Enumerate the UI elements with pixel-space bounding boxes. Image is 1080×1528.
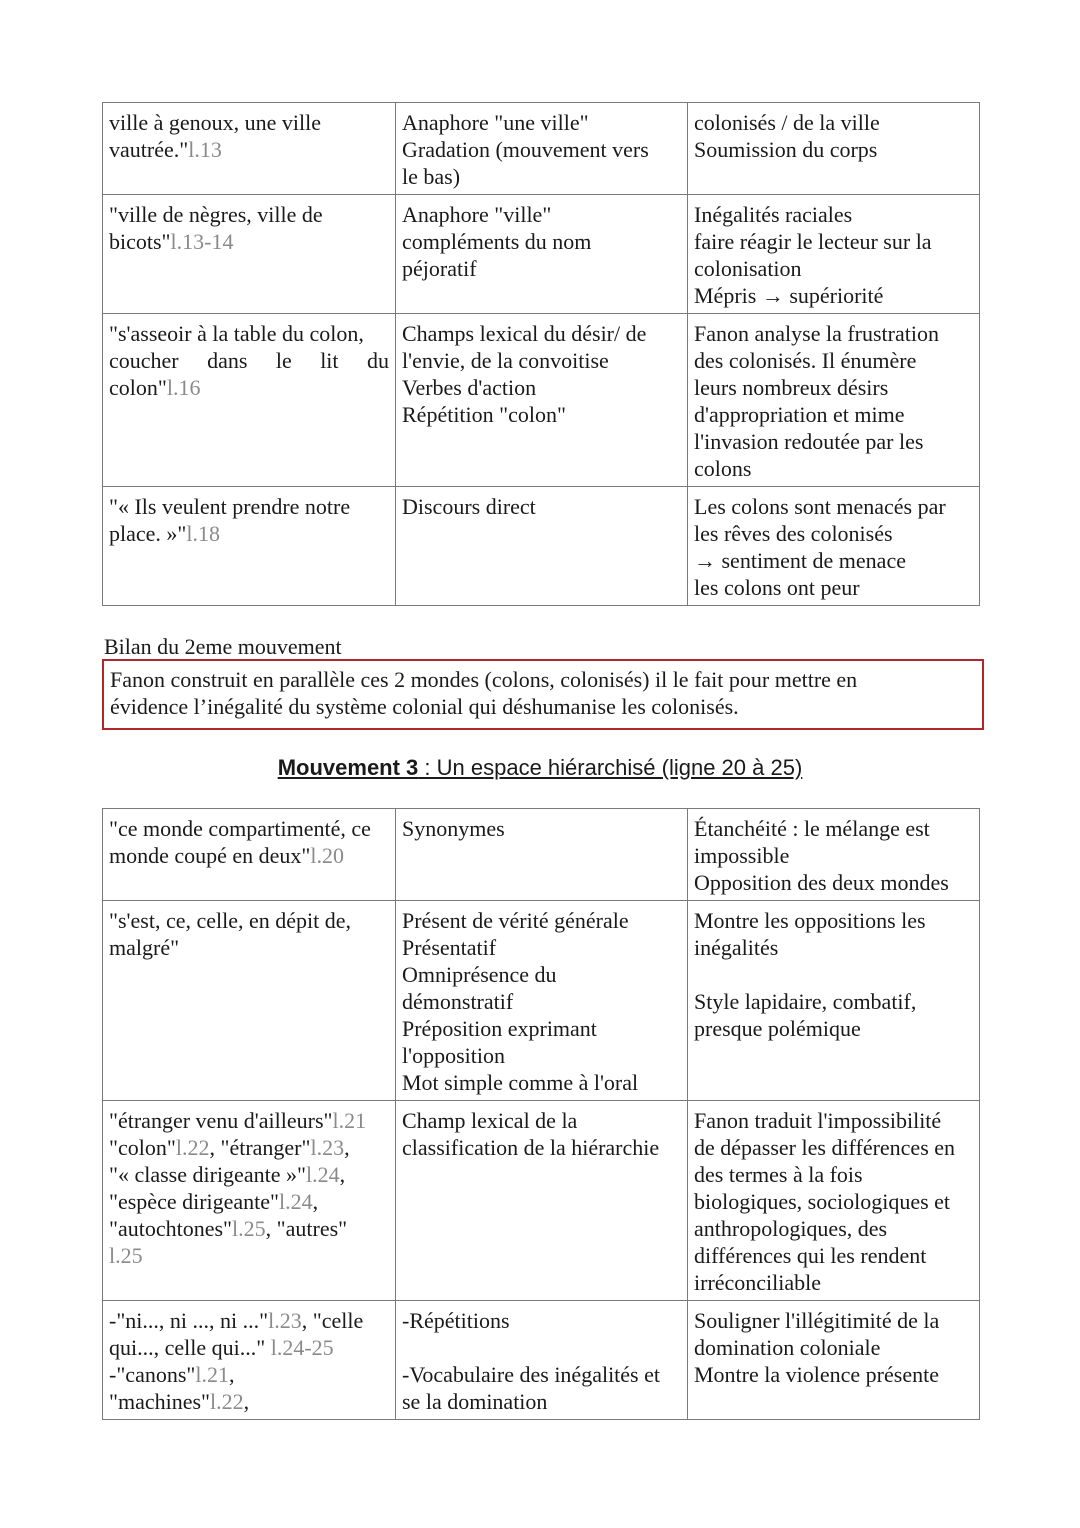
cell-line: se la domination: [402, 1389, 548, 1414]
cell-line: anthropologiques, des: [694, 1216, 888, 1241]
cell-line: leurs nombreux désirs: [694, 375, 889, 400]
line-reference: l.24: [279, 1189, 313, 1214]
cell-line: des termes à la fois: [694, 1162, 863, 1187]
table-row: [103, 487, 980, 606]
cell-line: démonstratif: [402, 989, 514, 1014]
cell-line: Fanon traduit l'impossibilité: [694, 1108, 942, 1133]
cell-line: -"canons"l.21,: [109, 1362, 235, 1387]
interpretation-cell: [688, 901, 980, 1101]
movement-3-heading-rest: : Un espace hiérarchisé (ligne 20 à 25): [418, 755, 803, 780]
interpretation-cell: [688, 1301, 980, 1420]
interpretation-cell: [688, 103, 980, 195]
table-row: [103, 901, 980, 1101]
cell-line: impossible: [694, 843, 790, 868]
cell-line: Préposition exprimant: [402, 1016, 597, 1041]
cell-line: presque polémique: [694, 1016, 861, 1041]
cell-line: "« Ils veulent prendre notre: [109, 494, 351, 519]
cell-line: compléments du nom: [402, 229, 592, 254]
cell-line: "machines"l.22,: [109, 1389, 250, 1414]
movement-3-heading-bold: Mouvement 3: [277, 755, 419, 780]
cell-line: irréconciliable: [694, 1270, 822, 1295]
cell-line: vautrée."l.13: [109, 137, 222, 162]
cell-line: Anaphore "une ville": [402, 110, 589, 135]
device-cell: [396, 195, 688, 314]
cell-line: inégalités: [694, 935, 779, 960]
quote-cell: [103, 901, 396, 1101]
quote-cell: [103, 314, 396, 487]
cell-line: ville à genoux, une ville: [109, 110, 321, 135]
cell-line: Verbes d'action: [402, 375, 537, 400]
device-cell: [396, 487, 688, 606]
device-cell: [396, 103, 688, 195]
cell-line: "étranger venu d'ailleurs"l.21: [109, 1108, 367, 1133]
cell-line: des colonisés. Il énumère: [694, 348, 917, 373]
line-reference: l.16: [166, 375, 201, 400]
cell-line: faire réagir le lecteur sur la: [694, 229, 932, 254]
cell-line: "« classe dirigeante »"l.24,: [109, 1162, 346, 1187]
cell-line: -Répétitions: [402, 1308, 510, 1333]
cell-line: Soumission du corps: [694, 137, 878, 162]
device-cell: [396, 901, 688, 1101]
line-reference: l.22: [210, 1389, 244, 1414]
cell-line: "espèce dirigeante"l.24,: [109, 1189, 319, 1214]
cell-line: "s'est, ce, celle, en dépit de,: [109, 908, 352, 933]
quote-cell: [103, 1301, 396, 1420]
cell-line: coucher dans le lit du: [109, 348, 389, 373]
cell-line: Gradation (mouvement vers: [402, 137, 649, 162]
table-row: [103, 314, 980, 487]
device-cell: [396, 809, 688, 901]
cell-line: le bas): [402, 164, 461, 189]
cell-line: colonisation: [694, 256, 802, 281]
line-reference: l.20: [310, 843, 345, 868]
line-reference: l.13: [188, 137, 222, 162]
quote-cell: [103, 1101, 396, 1301]
quote-cell: [103, 103, 396, 195]
quote-cell: [103, 195, 396, 314]
interpretation-cell: [688, 314, 980, 487]
line-reference: l.24-25: [270, 1335, 334, 1360]
cell-line: Répétition "colon": [402, 402, 566, 427]
cell-line: Mépris → supériorité: [694, 283, 884, 308]
cell-line: monde coupé en deux"l.20: [109, 843, 345, 868]
cell-line: Montre les oppositions les: [694, 908, 926, 933]
line-reference: l.24: [305, 1162, 340, 1187]
table-row: [103, 1101, 980, 1301]
interpretation-cell: [688, 487, 980, 606]
cell-line: Présent de vérité générale: [402, 908, 629, 933]
analysis-table-2: [102, 808, 980, 1420]
cell-line: Style lapidaire, combatif,: [694, 989, 917, 1014]
cell-line: place. »"l.18: [109, 521, 221, 546]
cell-line: -Vocabulaire des inégalités et: [402, 1362, 660, 1387]
table-row: [103, 809, 980, 901]
device-cell: [396, 1301, 688, 1420]
cell-line: Les colons sont menacés par: [694, 494, 946, 519]
line-reference: l.22: [175, 1135, 210, 1160]
cell-line: Souligner l'illégitimité de la: [694, 1308, 940, 1333]
cell-line: Montre la violence présente: [694, 1362, 939, 1387]
cell-line: différences qui les rendent: [694, 1243, 927, 1268]
table-row: [103, 103, 980, 195]
cell-line: Présentatif: [402, 935, 497, 960]
interpretation-cell: [688, 1101, 980, 1301]
line-reference: l.23: [310, 1135, 345, 1160]
cell-line: l'opposition: [402, 1043, 505, 1068]
cell-line: malgré": [109, 935, 180, 960]
line-reference: l.23: [268, 1308, 302, 1333]
line-reference: l.18: [186, 521, 221, 546]
line-reference: l.25: [109, 1243, 143, 1268]
cell-line: les rêves des colonisés: [694, 521, 893, 546]
quote-cell: [103, 809, 396, 901]
line-reference: l.25: [232, 1216, 266, 1241]
cell-line: colonisés / de la ville: [694, 110, 880, 135]
cell-line: bicots"l.13-14: [109, 229, 234, 254]
cell-line: "colon"l.22, "étranger"l.23,: [109, 1135, 350, 1160]
cell-line: Champs lexical du désir/ de: [402, 321, 647, 346]
table-row: [103, 195, 980, 314]
device-cell: [396, 1101, 688, 1301]
quote-cell: [103, 487, 396, 606]
cell-line: les colons ont peur: [694, 575, 860, 600]
cell-line: d'appropriation et mime: [694, 402, 905, 427]
table-row: [103, 1301, 980, 1420]
cell-line: [694, 961, 973, 988]
cell-line: biologiques, sociologiques et: [694, 1189, 951, 1214]
cell-line: → sentiment de menace: [694, 548, 906, 573]
bilan-line: évidence l’inégalité du système colonial qui déshumanise les colonisés.: [110, 694, 739, 719]
cell-line: Discours direct: [402, 494, 536, 519]
interpretation-cell: [688, 195, 980, 314]
line-reference: l.13-14: [170, 229, 234, 254]
cell-line: Synonymes: [402, 816, 505, 841]
cell-line: l'envie, de la convoitise: [402, 348, 609, 373]
cell-line: Fanon analyse la frustration: [694, 321, 939, 346]
cell-line: Inégalités raciales: [694, 202, 853, 227]
cell-line: l'invasion redoutée par les: [694, 429, 924, 454]
cell-line: [402, 1334, 681, 1361]
bilan-box: [102, 659, 984, 730]
line-reference: l.21: [332, 1108, 367, 1133]
cell-line: péjoratif: [402, 256, 477, 281]
movement-3-heading: [0, 754, 1080, 782]
cell-line: Champ lexical de la: [402, 1108, 578, 1133]
cell-line: -"ni..., ni ..., ni ..."l.23, "celle: [109, 1308, 364, 1333]
cell-line: qui..., celle qui..." l.24-25: [109, 1335, 334, 1360]
line-reference: l.21: [195, 1362, 230, 1387]
cell-line: classification de la hiérarchie: [402, 1135, 660, 1160]
cell-line: Anaphore "ville": [402, 202, 552, 227]
bilan-label: Bilan du 2eme mouvement: [104, 634, 342, 659]
bilan-line: Fanon construit en parallèle ces 2 mondes (colons, colonisés) il le fait pour mettre en: [110, 667, 858, 692]
cell-line: Étanchéité : le mélange est: [694, 816, 930, 841]
cell-line: "ce monde compartimenté, ce: [109, 816, 371, 841]
cell-line: "autochtones"l.25, "autres": [109, 1216, 348, 1241]
cell-line: de dépasser les différences en: [694, 1135, 956, 1160]
cell-line: Omniprésence du: [402, 962, 557, 987]
analysis-table-1: [102, 102, 980, 606]
device-cell: [396, 314, 688, 487]
cell-line: "s'asseoir à la table du colon,: [109, 321, 364, 346]
cell-line: Opposition des deux mondes: [694, 870, 949, 895]
cell-line: colon"l.16: [109, 375, 201, 400]
interpretation-cell: [688, 809, 980, 901]
cell-line: colons: [694, 456, 752, 481]
cell-line: domination coloniale: [694, 1335, 881, 1360]
cell-line: Mot simple comme à l'oral: [402, 1070, 639, 1095]
cell-line: "ville de nègres, ville de: [109, 202, 323, 227]
